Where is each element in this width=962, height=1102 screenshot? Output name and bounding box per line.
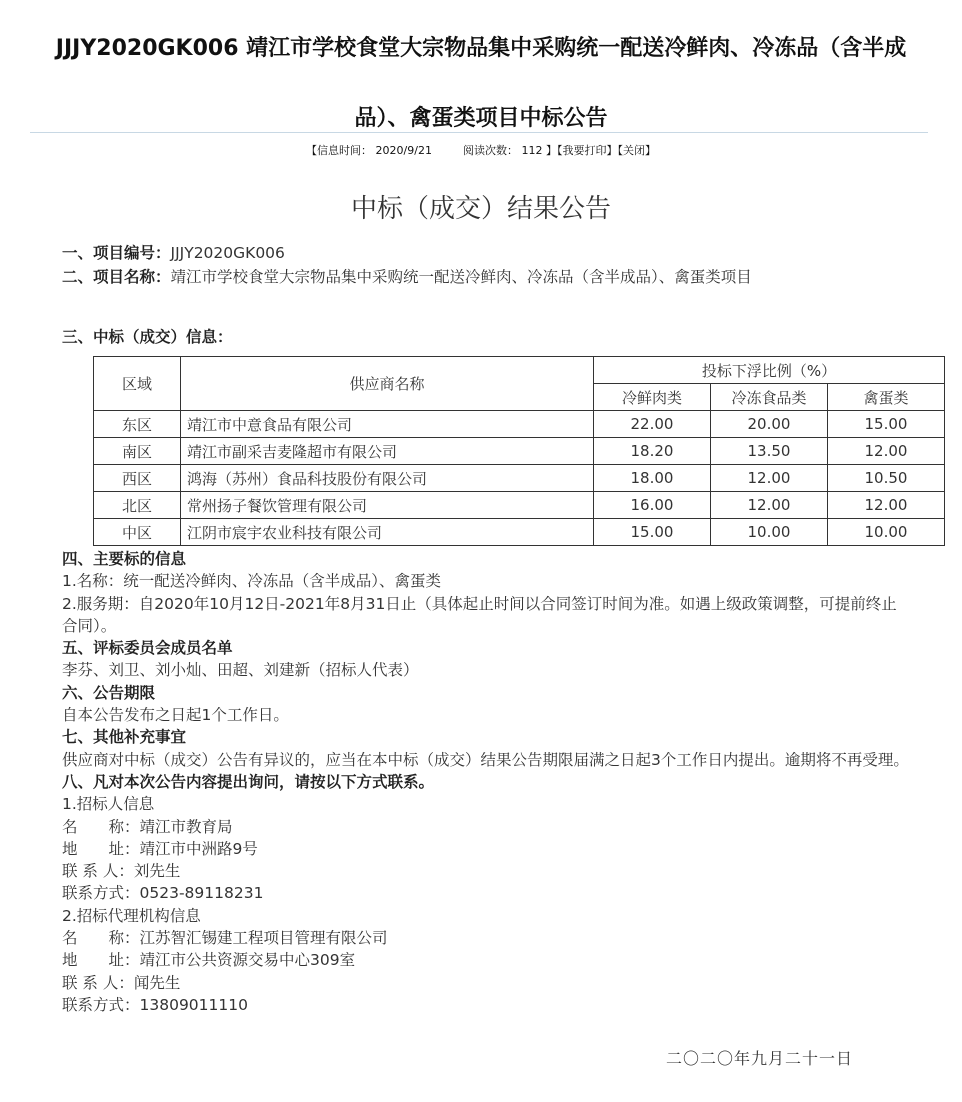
print-link[interactable]: 【我要打印】 — [556, 144, 618, 157]
purchaser-phone: 联系方式：0523-89118231 — [62, 884, 264, 903]
cell-eggs: 12.00 — [828, 438, 945, 465]
read-count-close: 】 — [545, 144, 557, 157]
notice-body-bottom — [62, 548, 912, 1016]
committee-label: 五、评标委员会成员名单 — [62, 639, 233, 658]
cell-meat: 18.20 — [594, 438, 711, 465]
project-number-label: 一、项目编号： — [62, 244, 171, 262]
table-header-row — [94, 357, 945, 384]
other-matters-text: 供应商对中标（成交）公告有异议的，应当在本中标（成交）结果公告期限届满之日起3个工作日内提出。逾期将不再受理。 — [62, 750, 909, 769]
agency-phone: 联系方式：13809011110 — [62, 995, 248, 1014]
read-count-label: 阅读次数： — [462, 144, 518, 157]
cell-eggs: 15.00 — [828, 411, 945, 438]
cell-meat: 18.00 — [594, 465, 711, 492]
cell-frozen: 13.50 — [711, 438, 828, 465]
notice-period-label: 六、公告期限 — [62, 683, 156, 702]
project-name-label: 二、项目名称： — [62, 268, 171, 286]
cell-frozen: 12.00 — [711, 465, 828, 492]
cell-supplier: 江阴市宸宇农业科技有限公司 — [181, 519, 594, 546]
service-period: 2.服务期：自2020年10月12日-2021年8月31日止（具体起止时间以合同签订时间为准。如遇上级政策调整，可提前终止合同）。 — [62, 594, 897, 635]
read-count-value: 112 — [521, 144, 543, 157]
cell-region: 南区 — [94, 438, 181, 465]
purchaser-title: 1.招标人信息 — [62, 795, 155, 814]
header-meat: 冷鲜肉类 — [594, 384, 711, 411]
table-row — [94, 438, 945, 465]
cell-supplier: 靖江市中意食品有限公司 — [181, 411, 594, 438]
cell-meat: 15.00 — [594, 519, 711, 546]
info-time-value: 2020/9/21 — [375, 144, 432, 157]
award-info-label: 三、中标（成交）信息： — [62, 328, 233, 346]
subject-name: 1.名称：统一配送冷鲜肉、冷冻品（含半成品）、禽蛋类 — [62, 572, 442, 591]
agency-title: 2.招标代理机构信息 — [62, 906, 201, 925]
table-row — [94, 492, 945, 519]
award-table — [93, 356, 945, 546]
purchaser-name: 名 称：靖江市教育局 — [62, 817, 233, 836]
notice-title — [0, 14, 962, 154]
cell-region: 西区 — [94, 465, 181, 492]
subject-info-label: 四、主要标的信息 — [62, 550, 187, 568]
purchaser-contact: 联 系 人：刘先生 — [62, 862, 181, 881]
agency-name: 名 称：江苏智汇锡建工程项目管理有限公司 — [62, 929, 388, 948]
close-link[interactable]: 【关闭】 — [617, 144, 656, 157]
cell-supplier: 靖江市副采吉麦隆超市有限公司 — [181, 438, 594, 465]
notice-date: 二〇二〇年九月二十一日 — [666, 1049, 854, 1068]
notice-title-line-2: 品）、禽蛋类项目中标公告 — [354, 106, 608, 131]
info-bar — [0, 142, 962, 158]
agency-address: 地 址：靖江市公共资源交易中心309室 — [62, 951, 356, 970]
title-divider — [30, 132, 928, 133]
cell-meat: 16.00 — [594, 492, 711, 519]
header-region: 区域 — [94, 357, 181, 411]
cell-supplier: 常州扬子餐饮管理有限公司 — [181, 492, 594, 519]
other-matters-label: 七、其他补充事宜 — [62, 728, 187, 747]
notice-body-top — [62, 242, 902, 348]
project-name-value: 靖江市学校食堂大宗物品集中采购统一配送冷鲜肉、冷冻品（含半成品）、禽蛋类项目 — [170, 268, 752, 286]
cell-supplier: 鸿海（苏州）食品科技股份有限公司 — [181, 465, 594, 492]
contact-section-label: 八、凡对本次公告内容提出询问，请按以下方式联系。 — [62, 772, 435, 791]
cell-meat: 22.00 — [594, 411, 711, 438]
cell-frozen: 20.00 — [711, 411, 828, 438]
project-name — [62, 266, 902, 314]
cell-region: 中区 — [94, 519, 181, 546]
cell-eggs: 10.50 — [828, 465, 945, 492]
result-heading: 中标（成交）结果公告 — [350, 194, 611, 224]
project-number-value: JJJY2020GK006 — [170, 244, 285, 262]
cell-eggs: 12.00 — [828, 492, 945, 519]
table-row — [94, 465, 945, 492]
committee-members: 李芬、刘卫、刘小灿、田超、刘建新（招标人代表） — [62, 661, 419, 680]
cell-frozen: 10.00 — [711, 519, 828, 546]
notice-period-text: 自本公告发布之日起1个工作日。 — [62, 706, 289, 725]
cell-region: 东区 — [94, 411, 181, 438]
table-row — [94, 519, 945, 546]
purchaser-address: 地 址：靖江市中洲路9号 — [62, 839, 258, 858]
cell-frozen: 12.00 — [711, 492, 828, 519]
table-row — [94, 411, 945, 438]
cell-eggs: 10.00 — [828, 519, 945, 546]
agency-contact: 联 系 人：闻先生 — [62, 973, 181, 992]
header-eggs: 禽蛋类 — [828, 384, 945, 411]
header-supplier: 供应商名称 — [181, 357, 594, 411]
header-ratio: 投标下浮比例（%） — [594, 357, 945, 384]
project-number — [62, 242, 902, 264]
info-time-label: 【信息时间： — [306, 144, 373, 157]
cell-region: 北区 — [94, 492, 181, 519]
notice-title-line-1: JJJY2020GK006 靖江市学校食堂大宗物品集中采购统一配送冷鲜肉、冷冻品（含半成 — [55, 36, 907, 61]
header-frozen: 冷冻食品类 — [711, 384, 828, 411]
